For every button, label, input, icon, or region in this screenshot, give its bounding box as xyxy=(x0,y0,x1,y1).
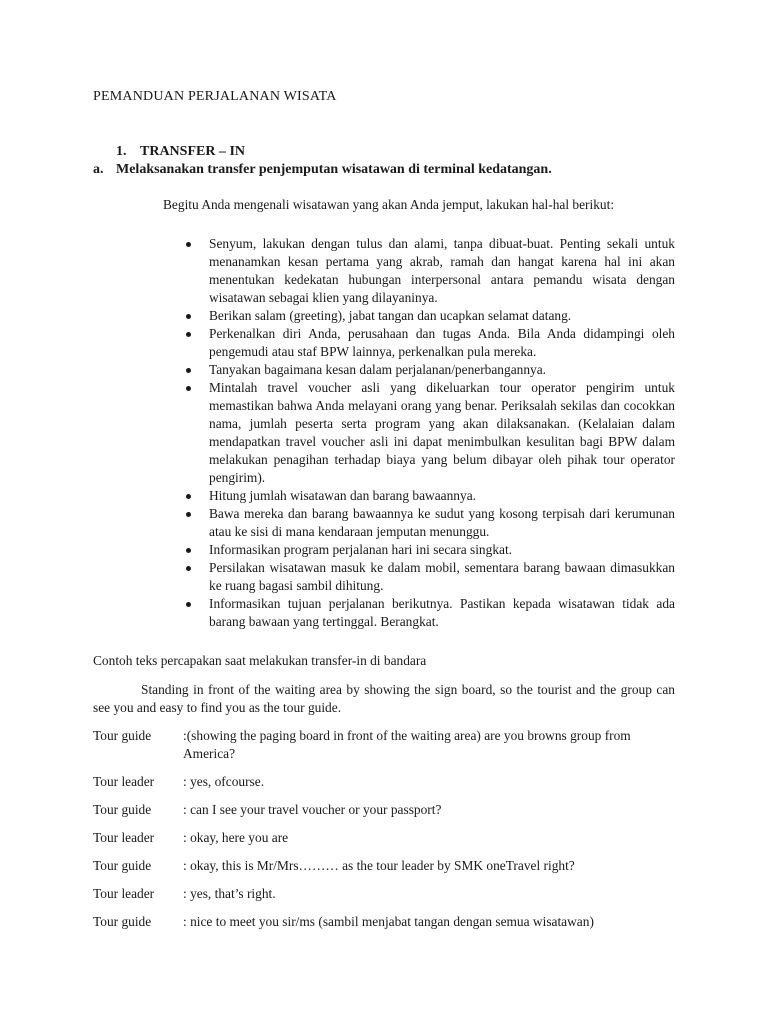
dialog-line: : nice to meet you sir/ms (sambil menjabat tangan dengan semua wisatawan) xyxy=(183,914,594,929)
example-intro: Contoh teks percapakan saat melakukan transfer-in di bandara xyxy=(93,653,427,668)
speaker: Tour leader xyxy=(93,886,155,901)
list-item xyxy=(163,487,675,505)
bullet-icon xyxy=(186,368,191,373)
list-item xyxy=(163,307,675,325)
section-heading xyxy=(116,143,245,161)
dialog-line: : can I see your travel voucher or your passport? xyxy=(183,802,442,817)
dialog-line: :(showing the paging board in front of the waiting area) are you browns group from America? xyxy=(183,728,631,761)
list-item-text: Senyum, lakukan dengan tulus dan alami, tanpa dibuat-buat. Penting sekali untuk menanamkan kesan pertama yang akrab, ramah dan hangat karena hal ini akan menentukan kedekatan hubungan interpersonal antara pemandu wisata dengan wisatawan sebagai klien yang dilayaninya. xyxy=(209,236,675,305)
speaker: Tour leader xyxy=(93,830,155,845)
speaker: Tour guide xyxy=(93,858,152,873)
section-label: TRANSFER – IN xyxy=(140,144,246,159)
bullet-icon xyxy=(186,602,191,607)
list-item-text: Hitung jumlah wisatawan dan barang bawaannya. xyxy=(209,488,476,503)
list-item xyxy=(163,595,675,631)
dialog-row xyxy=(93,727,675,763)
subsection-heading xyxy=(93,161,552,179)
speaker: Tour guide xyxy=(93,914,152,929)
bullet-icon xyxy=(186,242,191,247)
list-item xyxy=(163,559,675,595)
bullet-icon xyxy=(186,566,191,571)
scene-description: Standing in front of the waiting area by showing the sign board, so the tourist and the group can see you and easy to find you as the tour guide. xyxy=(93,682,675,715)
list-item xyxy=(163,379,675,487)
dialog-row xyxy=(93,913,675,931)
list-item xyxy=(163,361,675,379)
speaker: Tour leader xyxy=(93,774,155,789)
bullet-list xyxy=(163,235,675,631)
bullet-icon xyxy=(186,512,191,517)
list-item-text: Perkenalkan diri Anda, perusahaan dan tugas Anda. Bila Anda didampingi oleh pengemudi atau staf BPW lainnya, perkenalkan pula mereka. xyxy=(209,326,675,359)
bullet-icon xyxy=(186,494,191,499)
dialog-row xyxy=(93,801,675,819)
list-item xyxy=(163,325,675,361)
list-item xyxy=(163,235,675,307)
subsection-label: Melaksanakan transfer penjemputan wisatawan di terminal kedatangan. xyxy=(116,162,552,177)
dialog-row xyxy=(93,829,675,847)
dialog-row xyxy=(93,773,675,791)
list-item-text: Informasikan tujuan perjalanan berikutnya. Pastikan kepada wisatawan tidak ada barang bawaan yang tertinggal. Berangkat. xyxy=(209,596,675,629)
speaker: Tour guide xyxy=(93,802,152,817)
list-item xyxy=(163,541,675,559)
list-item-text: Mintalah travel voucher asli yang dikeluarkan tour operator pengirim untuk memastikan bahwa Anda melayani orang yang benar. Periksalah sekilas dan cocokkan nama, jumlah peserta serta program yang akan dilaksanakan. (Kelalaian dalam mendapatkan travel voucher asli ini dapat menimbulkan kesulitan bagi BPW dalam melakukan penagihan terhadap biaya yang belum dibayar oleh pihak tour operator pengirim). xyxy=(209,380,675,485)
list-item-text: Bawa mereka dan barang bawaannya ke sudut yang kosong terpisah dari kerumunan atau ke sisi di mana kendaraan jemputan menunggu. xyxy=(209,506,675,539)
dialog xyxy=(93,727,675,941)
list-item xyxy=(163,505,675,541)
dialog-row xyxy=(93,885,675,903)
dialog-line: : yes, ofcourse. xyxy=(183,774,265,789)
list-item-text: Tanyakan bagaimana kesan dalam perjalanan/penerbangannya. xyxy=(209,362,547,377)
dialog-row xyxy=(93,857,675,875)
dialog-line: : okay, here you are xyxy=(183,830,289,845)
bullet-icon xyxy=(186,548,191,553)
list-item-text: Berikan salam (greeting), jabat tangan dan ucapkan selamat datang. xyxy=(209,308,572,323)
subsection-letter: a. xyxy=(93,162,104,177)
intro-paragraph: Begitu Anda mengenali wisatawan yang akan Anda jemput, lakukan hal-hal berikut: xyxy=(163,197,615,212)
dialog-line: : okay, this is Mr/Mrs……… as the tour leader by SMK oneTravel right? xyxy=(183,858,575,873)
bullet-icon xyxy=(186,386,191,391)
document-title: PEMANDUAN PERJALANAN WISATA xyxy=(93,89,337,104)
dialog-line: : yes, that’s right. xyxy=(183,886,276,901)
section-number: 1. xyxy=(116,144,127,159)
speaker: Tour guide xyxy=(93,728,152,743)
list-item-text: Informasikan program perjalanan hari ini secara singkat. xyxy=(209,542,513,557)
list-item-text: Persilakan wisatawan masuk ke dalam mobil, sementara barang bawaan dimasukkan ke ruang bagasi sambil dihitung. xyxy=(209,560,675,593)
bullet-icon xyxy=(186,314,191,319)
bullet-icon xyxy=(186,332,191,337)
